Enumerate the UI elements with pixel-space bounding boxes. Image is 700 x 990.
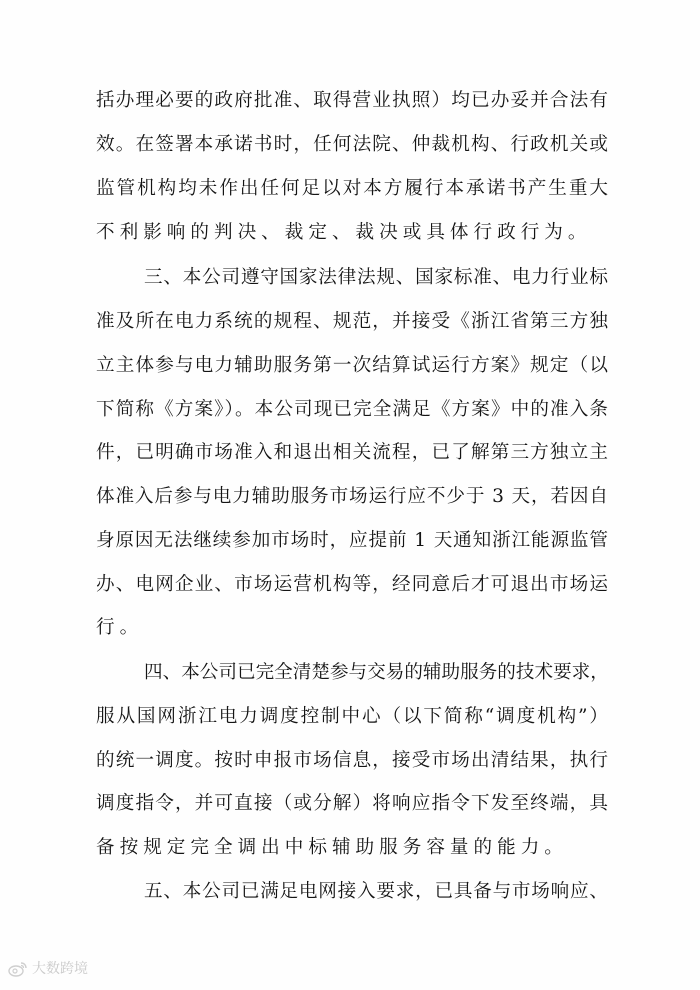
text-line: 三、本公司遵守国家法律法规、国家标准、电力行业标 xyxy=(144,267,609,288)
text-line: 括办理必要的政府批准、取得营业执照）均已办妥并合法有 xyxy=(96,90,610,111)
text-line: 备按规定完全调出中标辅助服务容量的能力。 xyxy=(96,837,568,858)
text-line: 服从国网浙江电力调度控制中心（以下简称“调度机构”） xyxy=(96,706,610,727)
text-line: 的统一调度。按时申报市场信息，接受市场出清结果，执行 xyxy=(96,750,610,771)
text-line: 不利影响的判决、裁定、裁决或具体行政行为。 xyxy=(96,222,592,243)
weibo-icon xyxy=(8,961,28,977)
text-line: 效。在签署本承诺书时，任何法院、仲裁机构、行政机关或 xyxy=(96,134,610,155)
text-line: 调度指令，并可直接（或分解）将响应指令下发至终端，具 xyxy=(96,793,610,814)
text-line: 立主体参与电力辅助服务第一次结算试运行方案》规定（以 xyxy=(96,355,610,376)
text-line: 办、电网企业、市场运营机构等，经同意后才可退出市场运 xyxy=(96,574,610,595)
text-line: 五、本公司已满足电网接入要求，已具备与市场响应、 xyxy=(144,881,609,902)
text-line: 件，已明确市场准入和退出相关流程，已了解第三方独立主 xyxy=(96,442,610,463)
text-line: 体准入后参与电力辅助服务市场运行应不少于 3 天，若因自 xyxy=(96,486,609,507)
text-line: 身原因无法继续参加市场时，应提前 1 天通知浙江能源监管 xyxy=(96,530,609,551)
watermark xyxy=(8,960,88,978)
watermark-text: 大数跨境 xyxy=(32,961,88,977)
text-line: 准及所在电力系统的规程、规范，并接受《浙江省第三方独 xyxy=(96,311,610,332)
text-line: 监管机构均未作出任何足以对本方履行本承诺书产生重大 xyxy=(96,178,610,199)
text-line: 下简称《方案》）。本公司现已完全满足《方案》中的准入条 xyxy=(96,399,610,420)
text-line: 四、本公司已完全清楚参与交易的辅助服务的技术要求， xyxy=(144,662,609,683)
text-line: 行。 xyxy=(96,617,144,638)
